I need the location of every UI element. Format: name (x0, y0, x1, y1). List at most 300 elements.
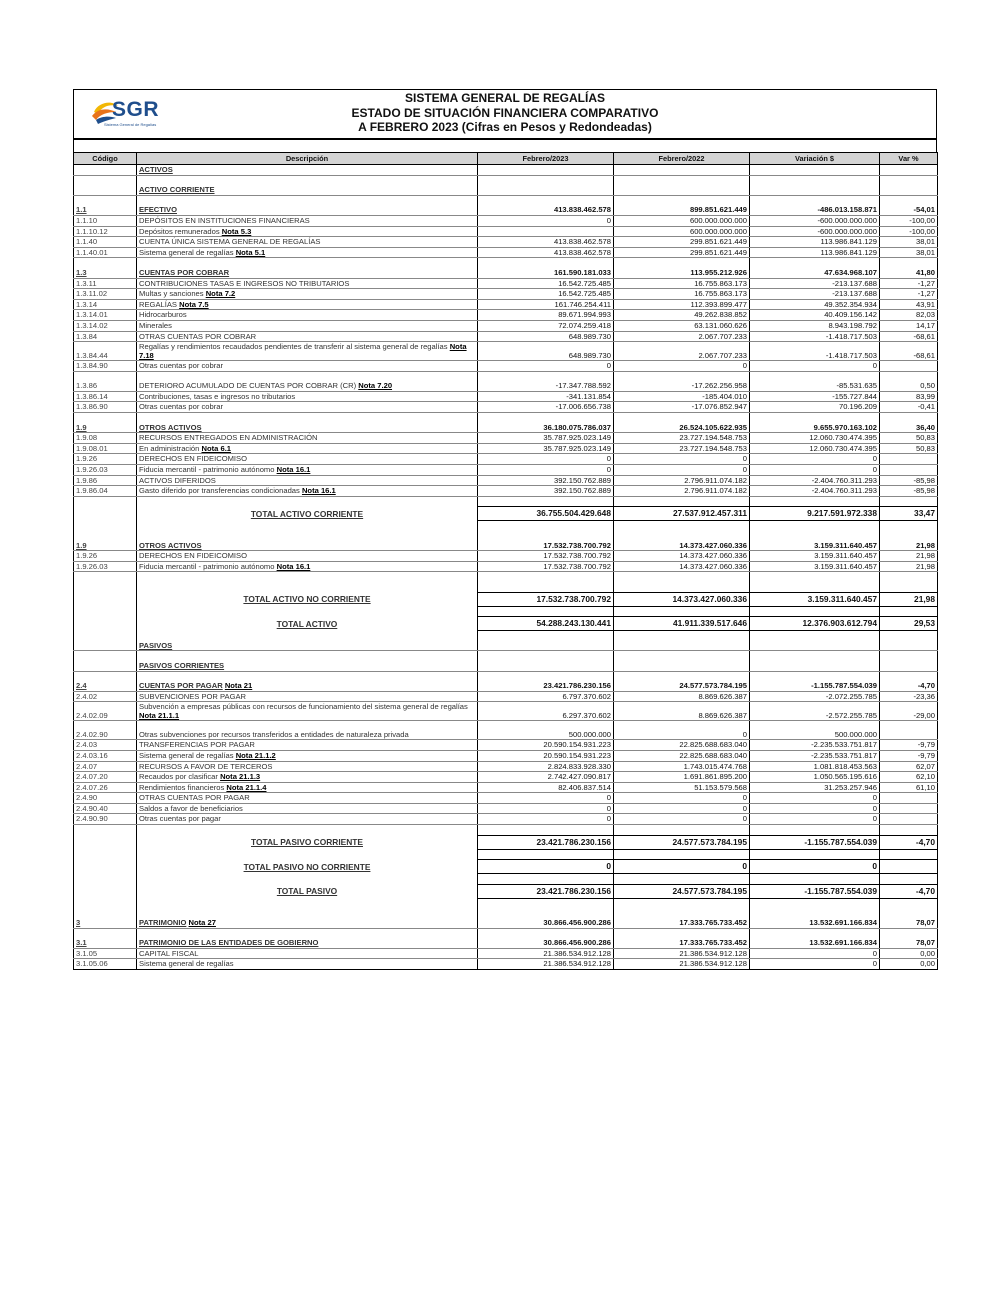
nota-link[interactable]: Nota 5.3 (221, 226, 252, 236)
value-feb-2022: 0 (614, 465, 750, 476)
empty-cell (880, 908, 938, 918)
table-row (74, 433, 938, 444)
value-feb-2023: 6.797.370.602 (478, 691, 614, 702)
value-var-pct: 41,80 (880, 268, 938, 278)
empty-cell (750, 606, 880, 617)
description-cell (137, 205, 478, 215)
nota-link[interactable]: Nota 21.1.3 (220, 772, 261, 782)
empty-cell (880, 631, 938, 641)
empty-cell (750, 572, 880, 582)
table-row (74, 661, 938, 671)
report-title-line2: ESTADO DE SITUACIÓN FINANCIERA COMPARATIVO (351, 105, 659, 120)
empty-cell (614, 531, 750, 541)
table-row (74, 750, 938, 761)
value-var-pct: 50,83 (880, 433, 938, 444)
value-var-pct: 36,40 (880, 423, 938, 433)
nota-link[interactable]: Nota 6.1 (201, 443, 232, 453)
description-cell (137, 454, 478, 465)
code-cell: 1.3.14.01 (74, 310, 137, 321)
description-cell (137, 750, 478, 761)
description-text: REGALÍAS (139, 299, 177, 309)
value-variacion: -486.013.158.871 (750, 205, 880, 215)
value-feb-2023: 161.590.181.033 (478, 268, 614, 278)
empty-cell (137, 572, 478, 582)
spacer-row (74, 175, 938, 185)
table-row (74, 465, 938, 476)
table-row (74, 402, 938, 413)
value-variacion: -1.155.787.554.039 (750, 835, 880, 849)
value-feb-2022: 41.911.339.517.646 (614, 617, 750, 631)
value-feb-2023: 54.288.243.130.441 (478, 617, 614, 631)
value-var-pct: 62,07 (880, 761, 938, 772)
description-text: Depósitos remunerados (139, 226, 220, 236)
value-feb-2023: 648.989.730 (478, 342, 614, 361)
value-feb-2022 (614, 165, 750, 176)
description-cell (137, 433, 478, 444)
empty-cell (478, 874, 614, 885)
value-feb-2023: -17.347.788.592 (478, 381, 614, 391)
empty-cell (750, 651, 880, 661)
empty-cell (478, 825, 614, 836)
value-feb-2022: 2.796.911.074.182 (614, 486, 750, 497)
value-variacion: 13.532.691.166.834 (750, 918, 880, 928)
code-cell (74, 884, 137, 898)
description-text: En administración (139, 443, 200, 453)
value-variacion: -213.137.688 (750, 278, 880, 289)
code-cell: 2.4.07 (74, 761, 137, 772)
value-variacion: 9.217.591.972.338 (750, 507, 880, 521)
value-var-pct: -0,41 (880, 402, 938, 413)
table-row (74, 299, 938, 310)
table-row (74, 959, 938, 970)
nota-link[interactable]: Nota 5.1 (235, 247, 266, 257)
report-titles (74, 91, 936, 135)
table-row (74, 226, 938, 237)
empty-cell (880, 825, 938, 836)
empty-cell (74, 572, 137, 582)
empty-cell (137, 825, 478, 836)
value-feb-2023: 23.421.786.230.156 (478, 835, 614, 849)
description-cell (137, 782, 478, 793)
value-feb-2022: 16.755.863.173 (614, 278, 750, 289)
empty-cell (750, 521, 880, 531)
value-feb-2023: 6.297.370.602 (478, 702, 614, 721)
value-feb-2023: 17.532.738.700.792 (478, 541, 614, 551)
nota-link[interactable]: Nota 7.5 (179, 299, 209, 309)
empty-cell (74, 825, 137, 836)
description-text: TRANSFERENCIAS POR PAGAR (139, 740, 255, 750)
value-var-pct (880, 641, 938, 651)
description-cell (137, 215, 478, 226)
value-feb-2023: 36.755.504.429.648 (478, 507, 614, 521)
empty-cell (74, 908, 137, 918)
spacer-row (74, 671, 938, 681)
nota-link[interactable]: Nota 16.1 (276, 561, 311, 571)
empty-cell (880, 849, 938, 860)
value-feb-2023: -341.131.854 (478, 391, 614, 402)
value-var-pct: -85,98 (880, 486, 938, 497)
value-feb-2022: 0 (614, 860, 750, 874)
description-text: TOTAL ACTIVO NO CORRIENTE (243, 594, 371, 605)
table-row (74, 215, 938, 226)
empty-cell (614, 572, 750, 582)
value-variacion: 70.196.209 (750, 402, 880, 413)
value-feb-2022: 23.727.194.548.753 (614, 433, 750, 444)
report-header (73, 89, 937, 140)
code-cell: 1.3.84.44 (74, 342, 137, 361)
value-variacion: -2.072.255.785 (750, 691, 880, 702)
empty-cell (137, 521, 478, 531)
empty-cell (478, 928, 614, 938)
code-cell (74, 592, 137, 606)
empty-cell (74, 849, 137, 860)
description-text: Otras cuentas por pagar (139, 814, 221, 824)
table-row (74, 793, 938, 804)
value-variacion: 113.986.841.129 (750, 247, 880, 258)
value-variacion: 12.060.730.474.395 (750, 443, 880, 454)
value-feb-2022: 0 (614, 361, 750, 372)
value-feb-2022: 24.577.573.784.195 (614, 681, 750, 691)
description-text: SUBVENCIONES POR PAGAR (139, 691, 247, 701)
value-var-pct: 21,98 (880, 592, 938, 606)
code-cell (74, 641, 137, 651)
value-variacion: 9.655.970.163.102 (750, 423, 880, 433)
value-variacion: -1.418.717.503 (750, 331, 880, 342)
description-cell (137, 310, 478, 321)
value-feb-2022: 600.000.000.000 (614, 226, 750, 237)
table-row (74, 938, 938, 948)
empty-cell (614, 898, 750, 908)
code-cell: 1.3.14 (74, 299, 137, 310)
description-cell (137, 938, 478, 948)
code-cell: 3.1.05.06 (74, 959, 137, 970)
description-cell (137, 486, 478, 497)
description-cell (137, 691, 478, 702)
empty-cell (74, 413, 137, 423)
report-title-line3: A FEBRERO 2023 (Cifras en Pesos y Redondeadas) (358, 120, 652, 134)
table-row (74, 803, 938, 814)
table-row (74, 691, 938, 702)
table-row (74, 278, 938, 289)
empty-cell (614, 631, 750, 641)
value-variacion: 3.159.311.640.457 (750, 551, 880, 562)
table-row (74, 541, 938, 551)
total-row (74, 507, 938, 521)
value-variacion: 0 (750, 454, 880, 465)
value-feb-2023: -17.006.656.738 (478, 402, 614, 413)
empty-cell (880, 413, 938, 423)
value-var-pct: -100,00 (880, 226, 938, 237)
value-variacion: 0 (750, 803, 880, 814)
value-feb-2023: 82.406.837.514 (478, 782, 614, 793)
value-var-pct: 61,10 (880, 782, 938, 793)
empty-cell (880, 258, 938, 268)
table-row (74, 918, 938, 928)
value-variacion: 40.409.156.142 (750, 310, 880, 321)
nota-link[interactable]: Nota 16.1 (301, 486, 336, 496)
spacer-row (74, 874, 938, 885)
empty-cell (880, 874, 938, 885)
value-feb-2022: 14.373.427.060.336 (614, 541, 750, 551)
value-feb-2022: -185.404.010 (614, 391, 750, 402)
table-row (74, 361, 938, 372)
empty-cell (750, 671, 880, 681)
description-cell (137, 299, 478, 310)
nota-link[interactable]: Nota 7.2 (205, 289, 236, 299)
value-variacion: -2.572.255.785 (750, 702, 880, 721)
value-var-pct (880, 793, 938, 804)
table-row (74, 761, 938, 772)
description-text: ACTIVOS (139, 165, 173, 174)
code-cell (74, 165, 137, 176)
nota-link[interactable]: Nota 21 (224, 681, 253, 691)
description-text: Recaudos por clasificar (139, 772, 218, 782)
value-feb-2022: 21.386.534.912.128 (614, 959, 750, 970)
value-variacion: -1.155.787.554.039 (750, 884, 880, 898)
spacer-row (74, 195, 938, 205)
empty-cell (880, 531, 938, 541)
empty-cell (137, 898, 478, 908)
code-cell: 1.9.86 (74, 475, 137, 486)
value-variacion: -600.000.000.000 (750, 226, 880, 237)
value-variacion: -1.155.787.554.039 (750, 681, 880, 691)
description-text: TOTAL ACTIVO CORRIENTE (250, 508, 364, 519)
value-var-pct: 78,07 (880, 938, 938, 948)
value-variacion: -213.137.688 (750, 289, 880, 300)
description-text: Contribuciones, tasas e ingresos no tributarios (139, 391, 296, 401)
value-var-pct (880, 465, 938, 476)
value-feb-2022: -17.262.256.958 (614, 381, 750, 391)
nota-link[interactable]: Nota 21.1.4 (226, 782, 267, 792)
empty-cell (74, 531, 137, 541)
value-variacion: 1.050.565.195.616 (750, 772, 880, 783)
value-feb-2022: 51.153.579.568 (614, 782, 750, 793)
description-cell (137, 391, 478, 402)
nota-link[interactable]: Nota 27 (188, 918, 216, 928)
value-feb-2023: 0 (478, 793, 614, 804)
description-cell (137, 959, 478, 970)
description-cell (137, 948, 478, 959)
value-var-pct: 78,07 (880, 918, 938, 928)
empty-cell (614, 651, 750, 661)
empty-cell (614, 874, 750, 885)
value-feb-2022: 24.577.573.784.195 (614, 884, 750, 898)
description-text: OTRAS CUENTAS POR PAGAR (139, 793, 250, 803)
nota-link[interactable]: Nota 7.20 (358, 381, 393, 391)
value-feb-2023: 392.150.762.889 (478, 475, 614, 486)
value-var-pct: -54,01 (880, 205, 938, 215)
value-feb-2022: 24.577.573.784.195 (614, 835, 750, 849)
value-variacion: 0 (750, 959, 880, 970)
value-var-pct (880, 454, 938, 465)
spacer-row (74, 849, 938, 860)
value-feb-2023: 392.150.762.889 (478, 486, 614, 497)
value-feb-2023: 89.671.994.993 (478, 310, 614, 321)
value-var-pct: 0,00 (880, 948, 938, 959)
code-cell (74, 835, 137, 849)
value-feb-2023: 0 (478, 454, 614, 465)
description-cell (137, 617, 478, 631)
code-cell: 1.3 (74, 268, 137, 278)
total-row (74, 592, 938, 606)
value-feb-2022: 2.067.707.233 (614, 342, 750, 361)
col-header-descripcion: Descripción (137, 153, 478, 165)
description-text: Otras subvenciones por recursos transferidos a entidades de naturaleza privada (139, 730, 409, 740)
description-cell (137, 661, 478, 671)
table-row (74, 740, 938, 751)
empty-cell (614, 849, 750, 860)
value-variacion: 3.159.311.640.457 (750, 592, 880, 606)
description-text: Hidrocarburos (139, 310, 187, 320)
value-var-pct (880, 814, 938, 825)
value-var-pct: 82,03 (880, 310, 938, 321)
description-text: RECURSOS ENTREGADOS EN ADMINISTRACIÓN (139, 433, 318, 443)
description-cell (137, 835, 478, 849)
description-cell (137, 361, 478, 372)
empty-cell (880, 496, 938, 507)
value-feb-2023: 413.838.462.578 (478, 205, 614, 215)
header-spacer (73, 140, 937, 152)
value-feb-2023: 30.866.456.900.286 (478, 938, 614, 948)
description-cell (137, 884, 478, 898)
value-feb-2023: 2.742.427.090.817 (478, 772, 614, 783)
description-text: Sistema general de regalías (139, 959, 234, 969)
value-variacion: 0 (750, 793, 880, 804)
nota-link[interactable]: Nota 21.1.2 (235, 750, 276, 760)
table-row (74, 289, 938, 300)
value-feb-2023: 0 (478, 465, 614, 476)
nota-link[interactable]: Nota 21.1.1 (139, 711, 180, 721)
description-text: Otras cuentas por cobrar (139, 402, 223, 412)
total-row (74, 617, 938, 631)
value-feb-2023: 648.989.730 (478, 331, 614, 342)
value-var-pct: -29,00 (880, 702, 938, 721)
value-feb-2023: 35.787.925.023.149 (478, 443, 614, 454)
description-cell (137, 803, 478, 814)
value-var-pct: 21,98 (880, 561, 938, 572)
value-variacion: 0 (750, 361, 880, 372)
spacer-row (74, 651, 938, 661)
description-text: DEPÓSITOS EN INSTITUCIONES FINANCIERAS (139, 215, 310, 225)
table-row (74, 443, 938, 454)
code-cell (74, 661, 137, 671)
value-feb-2022: 23.727.194.548.753 (614, 443, 750, 454)
description-text: OTROS ACTIVOS (139, 540, 202, 550)
description-text: TOTAL ACTIVO (276, 618, 338, 629)
empty-cell (74, 874, 137, 885)
empty-cell (750, 531, 880, 541)
table-body (74, 165, 938, 970)
empty-cell (880, 572, 938, 582)
empty-cell (137, 496, 478, 507)
value-feb-2023 (478, 641, 614, 651)
empty-cell (74, 258, 137, 268)
description-cell (137, 475, 478, 486)
empty-cell (880, 582, 938, 592)
value-var-pct: -4,70 (880, 681, 938, 691)
description-cell (137, 918, 478, 928)
code-cell: 1.3.11.02 (74, 289, 137, 300)
value-feb-2022: 8.869.626.387 (614, 702, 750, 721)
logo-text: SGR (112, 98, 160, 121)
code-cell: 1.9 (74, 541, 137, 551)
value-variacion: 49.352.354.934 (750, 299, 880, 310)
value-var-pct: -85,98 (880, 475, 938, 486)
value-var-pct: 43,91 (880, 299, 938, 310)
nota-link[interactable]: Nota 7.18 (139, 342, 467, 361)
col-header-feb-2023: Febrero/2023 (478, 153, 614, 165)
value-feb-2022: 14.373.427.060.336 (614, 551, 750, 562)
value-feb-2023: 0 (478, 215, 614, 226)
table-row (74, 454, 938, 465)
description-cell (137, 551, 478, 562)
empty-cell (614, 825, 750, 836)
empty-cell (750, 413, 880, 423)
description-cell (137, 247, 478, 258)
code-cell: 2.4.02.90 (74, 721, 137, 740)
value-feb-2023: 0 (478, 860, 614, 874)
description-text: Sistema general de regalías (139, 750, 234, 760)
description-cell (137, 278, 478, 289)
value-feb-2022 (614, 641, 750, 651)
value-feb-2023: 17.532.738.700.792 (478, 551, 614, 562)
value-feb-2022: 0 (614, 454, 750, 465)
code-cell: 1.9.86.04 (74, 486, 137, 497)
value-feb-2022: 0 (614, 803, 750, 814)
value-var-pct: 62,10 (880, 772, 938, 783)
code-cell: 1.9 (74, 423, 137, 433)
empty-cell (880, 371, 938, 381)
value-var-pct (880, 661, 938, 671)
description-text: Gasto diferido por transferencias condicionadas (139, 486, 300, 496)
value-feb-2023 (478, 185, 614, 195)
spacer-row (74, 371, 938, 381)
value-variacion: 0 (750, 814, 880, 825)
empty-cell (74, 371, 137, 381)
empty-cell (478, 671, 614, 681)
nota-link[interactable]: Nota 16.1 (276, 465, 311, 475)
table-row (74, 475, 938, 486)
description-cell (137, 165, 478, 176)
total-row (74, 835, 938, 849)
empty-cell (614, 908, 750, 918)
value-feb-2022: 16.755.863.173 (614, 289, 750, 300)
description-cell (137, 772, 478, 783)
spacer-row (74, 606, 938, 617)
empty-cell (750, 258, 880, 268)
table-row (74, 551, 938, 562)
code-cell: 1.9.26 (74, 454, 137, 465)
table-row (74, 641, 938, 651)
value-feb-2023: 2.824.833.928.330 (478, 761, 614, 772)
description-text: PATRIMONIO (139, 918, 187, 928)
table-row (74, 205, 938, 215)
code-cell: 2.4.02.09 (74, 702, 137, 721)
value-feb-2022: 14.373.427.060.336 (614, 592, 750, 606)
spacer-row (74, 928, 938, 938)
value-feb-2023: 413.838.462.578 (478, 237, 614, 248)
value-feb-2022: 27.537.912.457.311 (614, 507, 750, 521)
empty-cell (137, 195, 478, 205)
description-cell (137, 465, 478, 476)
empty-cell (478, 572, 614, 582)
description-text: Fiducia mercantil - patrimonio autónomo (139, 465, 275, 475)
empty-cell (478, 371, 614, 381)
empty-cell (750, 175, 880, 185)
code-cell: 1.9.26 (74, 551, 137, 562)
description-text: RECURSOS A FAVOR DE TERCEROS (139, 761, 273, 771)
table-row (74, 782, 938, 793)
